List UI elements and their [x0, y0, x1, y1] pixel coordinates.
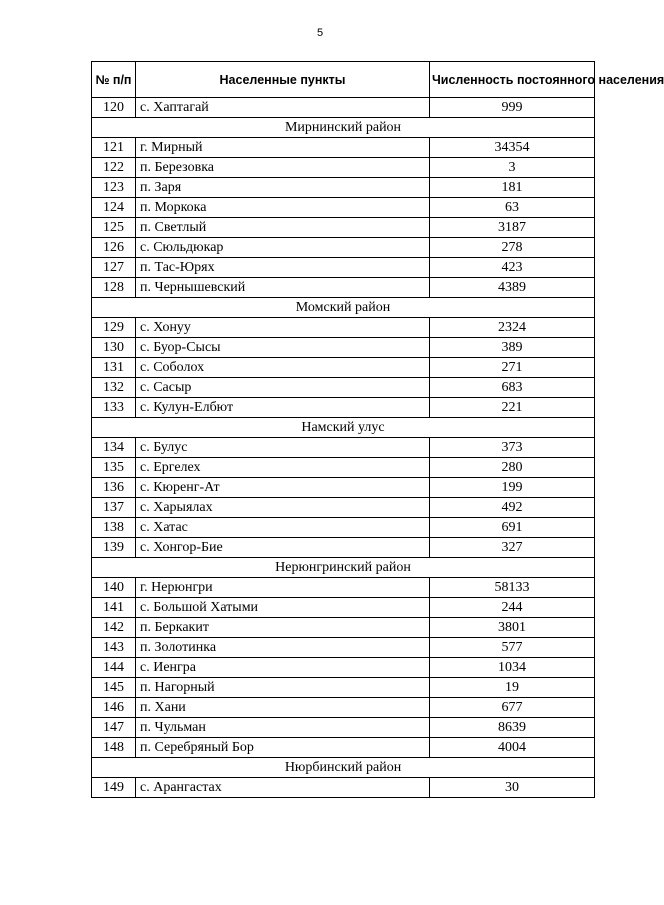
table-row — [92, 518, 595, 538]
population-value: 199 — [430, 478, 595, 498]
table-row — [92, 398, 595, 418]
district-name: Нерюнгринский район — [92, 558, 595, 578]
settlement-name: г. Мирный — [136, 138, 430, 158]
table-row — [92, 278, 595, 298]
row-number: 145 — [92, 678, 136, 698]
population-value: 327 — [430, 538, 595, 558]
population-value: 280 — [430, 458, 595, 478]
district-row — [92, 118, 595, 138]
population-value: 63 — [430, 198, 595, 218]
population-value: 271 — [430, 358, 595, 378]
population-value: 3801 — [430, 618, 595, 638]
table-row — [92, 498, 595, 518]
settlement-name: с. Кюренг-Ат — [136, 478, 430, 498]
row-number: 138 — [92, 518, 136, 538]
table-row — [92, 358, 595, 378]
population-value: 8639 — [430, 718, 595, 738]
row-number: 131 — [92, 358, 136, 378]
row-number: 139 — [92, 538, 136, 558]
table-row — [92, 238, 595, 258]
table-row — [92, 538, 595, 558]
row-number: 124 — [92, 198, 136, 218]
row-number: 122 — [92, 158, 136, 178]
population-value: 1034 — [430, 658, 595, 678]
row-number: 143 — [92, 638, 136, 658]
row-number: 146 — [92, 698, 136, 718]
table-row — [92, 578, 595, 598]
population-value: 244 — [430, 598, 595, 618]
population-value: 3187 — [430, 218, 595, 238]
row-number: 120 — [92, 98, 136, 118]
table-row — [92, 138, 595, 158]
settlement-name: г. Нерюнгри — [136, 578, 430, 598]
row-number: 125 — [92, 218, 136, 238]
population-value: 19 — [430, 678, 595, 698]
row-number: 147 — [92, 718, 136, 738]
row-number: 130 — [92, 338, 136, 358]
row-number: 129 — [92, 318, 136, 338]
header-population: Численность постоянного населения — [430, 62, 595, 98]
table-row — [92, 218, 595, 238]
row-number: 134 — [92, 438, 136, 458]
row-number: 149 — [92, 778, 136, 798]
table-row — [92, 378, 595, 398]
table-body — [92, 98, 595, 798]
table-row — [92, 458, 595, 478]
row-number: 126 — [92, 238, 136, 258]
settlement-name: с. Хатас — [136, 518, 430, 538]
table-header — [92, 62, 664, 98]
settlement-name: п. Беркакит — [136, 618, 430, 638]
table-row — [92, 318, 595, 338]
table-row — [92, 718, 595, 738]
population-value: 4389 — [430, 278, 595, 298]
settlement-name: п. Чернышевский — [136, 278, 430, 298]
population-value: 30 — [430, 778, 595, 798]
table-row — [92, 678, 595, 698]
population-value: 492 — [430, 498, 595, 518]
settlement-name: п. Серебряный Бор — [136, 738, 430, 758]
population-value: 691 — [430, 518, 595, 538]
row-number: 136 — [92, 478, 136, 498]
district-name: Намский улус — [92, 418, 595, 438]
row-number: 133 — [92, 398, 136, 418]
table-row — [92, 438, 595, 458]
population-value: 373 — [430, 438, 595, 458]
population-value: 278 — [430, 238, 595, 258]
row-number: 127 — [92, 258, 136, 278]
settlement-name: с. Хаптагай — [136, 98, 430, 118]
settlement-name: п. Золотинка — [136, 638, 430, 658]
settlement-name: п. Хани — [136, 698, 430, 718]
table-row — [92, 338, 595, 358]
settlement-name: с. Иенгра — [136, 658, 430, 678]
population-value: 577 — [430, 638, 595, 658]
row-number: 142 — [92, 618, 136, 638]
table-row — [92, 738, 595, 758]
row-number: 144 — [92, 658, 136, 678]
row-number: 128 — [92, 278, 136, 298]
settlement-name: с. Соболох — [136, 358, 430, 378]
table-row — [92, 258, 595, 278]
row-number: 132 — [92, 378, 136, 398]
settlement-name: с. Большой Хатыми — [136, 598, 430, 618]
district-row — [92, 558, 595, 578]
row-number: 135 — [92, 458, 136, 478]
row-number: 137 — [92, 498, 136, 518]
header-number: № п/п — [92, 62, 136, 98]
table-row — [92, 618, 595, 638]
population-value: 221 — [430, 398, 595, 418]
settlement-name: с. Сюльдюкар — [136, 238, 430, 258]
settlement-name: с. Арангастах — [136, 778, 430, 798]
district-name: Нюрбинский район — [92, 758, 595, 778]
population-value: 3 — [430, 158, 595, 178]
settlement-name: с. Хонуу — [136, 318, 430, 338]
row-number: 148 — [92, 738, 136, 758]
header-row — [92, 62, 595, 98]
row-number: 121 — [92, 138, 136, 158]
table-row — [92, 698, 595, 718]
settlement-name: с. Буор-Сысы — [136, 338, 430, 358]
settlement-name: п. Нагорный — [136, 678, 430, 698]
row-number: 141 — [92, 598, 136, 618]
table-row — [92, 198, 595, 218]
population-value: 389 — [430, 338, 595, 358]
table-row — [92, 638, 595, 658]
settlement-name: с. Кулун-Елбют — [136, 398, 430, 418]
settlement-name: п. Тас-Юрях — [136, 258, 430, 278]
district-row — [92, 298, 595, 318]
district-name: Момский район — [92, 298, 595, 318]
population-value: 181 — [430, 178, 595, 198]
table-row — [92, 178, 595, 198]
row-number: 123 — [92, 178, 136, 198]
population-value: 999 — [430, 98, 595, 118]
population-value: 683 — [430, 378, 595, 398]
district-name: Мирнинский район — [92, 118, 595, 138]
page-number: 5 — [316, 27, 324, 39]
population-value: 4004 — [430, 738, 595, 758]
table-row — [92, 658, 595, 678]
settlement-name: с. Сасыр — [136, 378, 430, 398]
population-value: 2324 — [430, 318, 595, 338]
table-row — [92, 478, 595, 498]
settlement-name: с. Булус — [136, 438, 430, 458]
table-row — [92, 778, 595, 798]
table-row — [92, 158, 595, 178]
header-settlements: Населенные пункты — [136, 62, 430, 98]
settlement-name: п. Чульман — [136, 718, 430, 738]
population-value: 58133 — [430, 578, 595, 598]
settlement-name: с. Хонгор-Бие — [136, 538, 430, 558]
settlement-name: п. Березовка — [136, 158, 430, 178]
settlement-name: п. Светлый — [136, 218, 430, 238]
population-value: 423 — [430, 258, 595, 278]
settlement-name: п. Заря — [136, 178, 430, 198]
district-row — [92, 758, 595, 778]
settlement-name: с. Харыялах — [136, 498, 430, 518]
population-table — [91, 61, 664, 798]
settlement-name: п. Моркока — [136, 198, 430, 218]
district-row — [92, 418, 595, 438]
population-value: 34354 — [430, 138, 595, 158]
table-row — [92, 98, 595, 118]
row-number: 140 — [92, 578, 136, 598]
population-value: 677 — [430, 698, 595, 718]
table-row — [92, 598, 595, 618]
settlement-name: с. Ергелех — [136, 458, 430, 478]
